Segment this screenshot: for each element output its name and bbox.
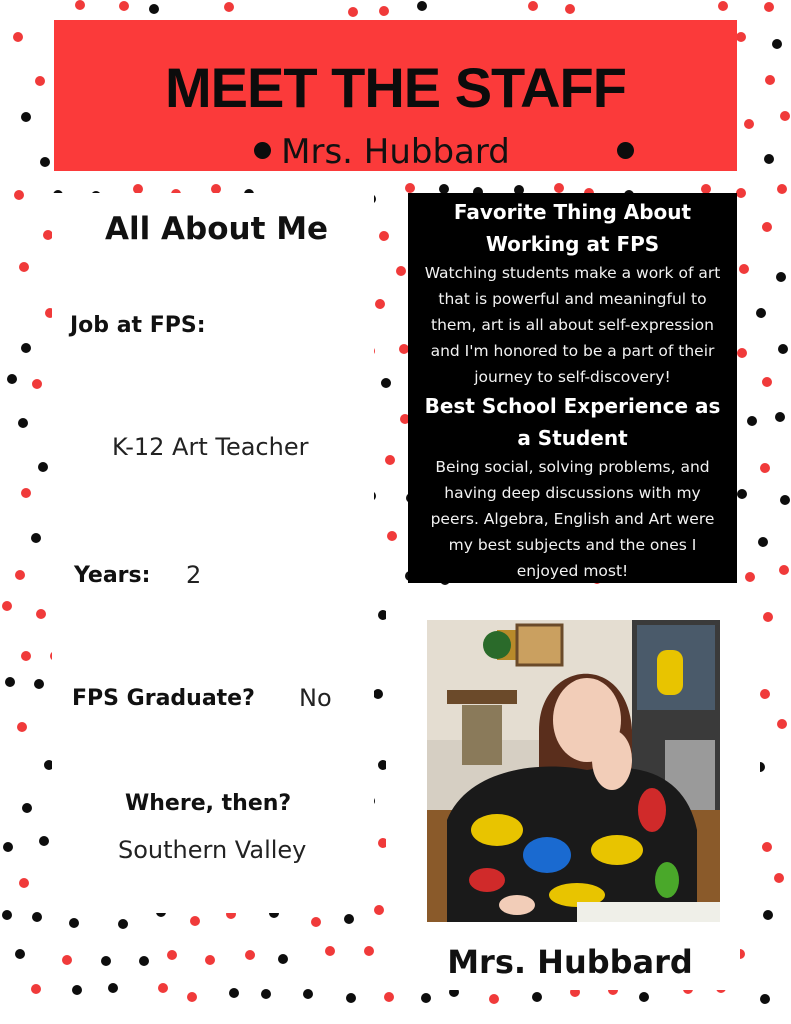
polka-dot: [379, 6, 389, 16]
best-experience-heading: Best School Experience as a Student: [424, 394, 721, 450]
polka-dot: [760, 689, 770, 699]
polka-dot: [554, 183, 564, 193]
polka-dot: [374, 905, 384, 915]
polka-dot: [38, 462, 48, 472]
polka-dot: [373, 689, 383, 699]
polka-dot: [348, 7, 358, 17]
polka-dot: [777, 719, 787, 729]
polka-dot: [765, 75, 775, 85]
polka-dot: [396, 266, 406, 276]
polka-dot: [35, 76, 45, 86]
polka-dot: [736, 32, 746, 42]
polka-dot: [760, 463, 770, 473]
polka-dot: [760, 994, 770, 1004]
polka-dot: [776, 272, 786, 282]
polka-dot: [40, 157, 50, 167]
polka-dot: [118, 919, 128, 929]
polka-dot: [718, 1, 728, 11]
polka-dot: [489, 994, 499, 1004]
polka-dot: [772, 39, 782, 49]
polka-dot: [384, 992, 394, 1002]
polka-dot: [34, 679, 44, 689]
polka-dot: [62, 955, 72, 965]
polka-dot: [32, 379, 42, 389]
polka-dot: [14, 190, 24, 200]
polka-dot: [21, 343, 31, 353]
polka-dot: [762, 842, 772, 852]
polka-dot: [261, 989, 271, 999]
polka-dot: [736, 188, 746, 198]
about-me-panel: [52, 193, 374, 913]
polka-dot: [387, 531, 397, 541]
polka-dot: [532, 992, 542, 1002]
polka-dot: [245, 950, 255, 960]
job-value: K-12 Art Teacher: [112, 433, 309, 461]
where-label: Where, then?: [125, 791, 292, 816]
polka-dot: [405, 183, 415, 193]
polka-dot: [764, 154, 774, 164]
graduate-value: No: [299, 684, 332, 712]
polka-dot: [190, 916, 200, 926]
polka-dot: [639, 992, 649, 1002]
years-label: Years:: [74, 563, 151, 588]
graduate-label: FPS Graduate?: [72, 686, 255, 711]
polka-dot: [756, 308, 766, 318]
polka-dot: [19, 878, 29, 888]
polka-dot: [779, 565, 789, 575]
polka-dot: [39, 836, 49, 846]
polka-dot: [139, 956, 149, 966]
polka-dot: [775, 412, 785, 422]
best-experience-text: Being social, solving problems, and having deep discussions with my peers. Algebra, English and Art were my best subjects and the ones I enjoyed most!: [430, 458, 715, 580]
polka-dot: [205, 955, 215, 965]
polka-dot: [325, 946, 335, 956]
favorite-thing-text: Watching students make a work of art that is powerful and meaningful to them, art is all about self-expression and I'm honored to be a part of their journey to self-discovery!: [424, 264, 721, 386]
polka-dot: [7, 374, 17, 384]
polka-dot: [21, 651, 31, 661]
years-value: 2: [186, 561, 202, 589]
polka-dot: [224, 2, 234, 12]
page-title: MEET THE STAFF: [165, 56, 626, 119]
polka-dot: [763, 612, 773, 622]
polka-dot: [17, 722, 27, 732]
subtitle-row: [54, 128, 737, 176]
staff-photo: [427, 620, 720, 922]
polka-dot: [528, 1, 538, 11]
where-value: Southern Valley: [118, 836, 307, 864]
polka-dot: [346, 993, 356, 1003]
polka-dot: [745, 572, 755, 582]
polka-dot: [15, 570, 25, 580]
polka-dot: [75, 0, 85, 10]
staff-name-subtitle: Mrs. Hubbard: [281, 132, 510, 172]
polka-dot: [417, 1, 427, 11]
polka-dot: [15, 949, 25, 959]
photo-caption: Mrs. Hubbard: [400, 934, 740, 990]
polka-dot: [737, 348, 747, 358]
about-heading: All About Me: [105, 211, 329, 247]
polka-dot: [13, 32, 23, 42]
polka-dot: [778, 344, 788, 354]
polka-dot: [31, 984, 41, 994]
polka-dot: [2, 601, 12, 611]
polka-dot: [762, 222, 772, 232]
polka-dot: [344, 914, 354, 924]
polka-dot: [22, 803, 32, 813]
favorite-thing-heading: Favorite Thing About Working at FPS: [453, 200, 692, 256]
polka-dot: [21, 112, 31, 122]
bullet-right-icon: [617, 142, 634, 159]
polka-dot: [119, 1, 129, 11]
polka-dot: [421, 993, 431, 1003]
polka-dot: [565, 4, 575, 14]
polka-dot: [303, 989, 313, 999]
polka-dot: [19, 262, 29, 272]
polka-dot: [763, 910, 773, 920]
polka-dot: [777, 184, 787, 194]
polka-dot: [375, 299, 385, 309]
polka-dot: [36, 609, 46, 619]
polka-dot: [758, 537, 768, 547]
polka-dot: [762, 377, 772, 387]
polka-dot: [278, 954, 288, 964]
polka-dot: [187, 992, 197, 1002]
polka-dot: [780, 111, 790, 121]
job-label: Job at FPS:: [70, 313, 206, 338]
polka-dot: [32, 912, 42, 922]
polka-dot: [101, 956, 111, 966]
polka-dot: [747, 416, 757, 426]
polka-dot: [764, 2, 774, 12]
polka-dot: [149, 4, 159, 14]
polka-dot: [774, 873, 784, 883]
favorites-box: [408, 193, 737, 583]
title-banner: [54, 20, 737, 171]
polka-dot: [3, 842, 13, 852]
polka-dot: [18, 418, 28, 428]
polka-dot: [739, 264, 749, 274]
polka-dot: [744, 119, 754, 129]
polka-dot: [167, 950, 177, 960]
polka-dot: [5, 677, 15, 687]
polka-dot: [381, 378, 391, 388]
polka-dot: [31, 533, 41, 543]
polka-dot: [379, 231, 389, 241]
polka-dot: [385, 455, 395, 465]
polka-dot: [21, 488, 31, 498]
polka-dot: [737, 489, 747, 499]
polka-dot: [158, 983, 168, 993]
polka-dot: [311, 917, 321, 927]
polka-dot: [108, 983, 118, 993]
polka-dot: [69, 918, 79, 928]
polka-dot: [72, 985, 82, 995]
polka-dot: [229, 988, 239, 998]
polka-dot: [780, 495, 790, 505]
polka-dot: [364, 946, 374, 956]
polka-dot: [2, 910, 12, 920]
